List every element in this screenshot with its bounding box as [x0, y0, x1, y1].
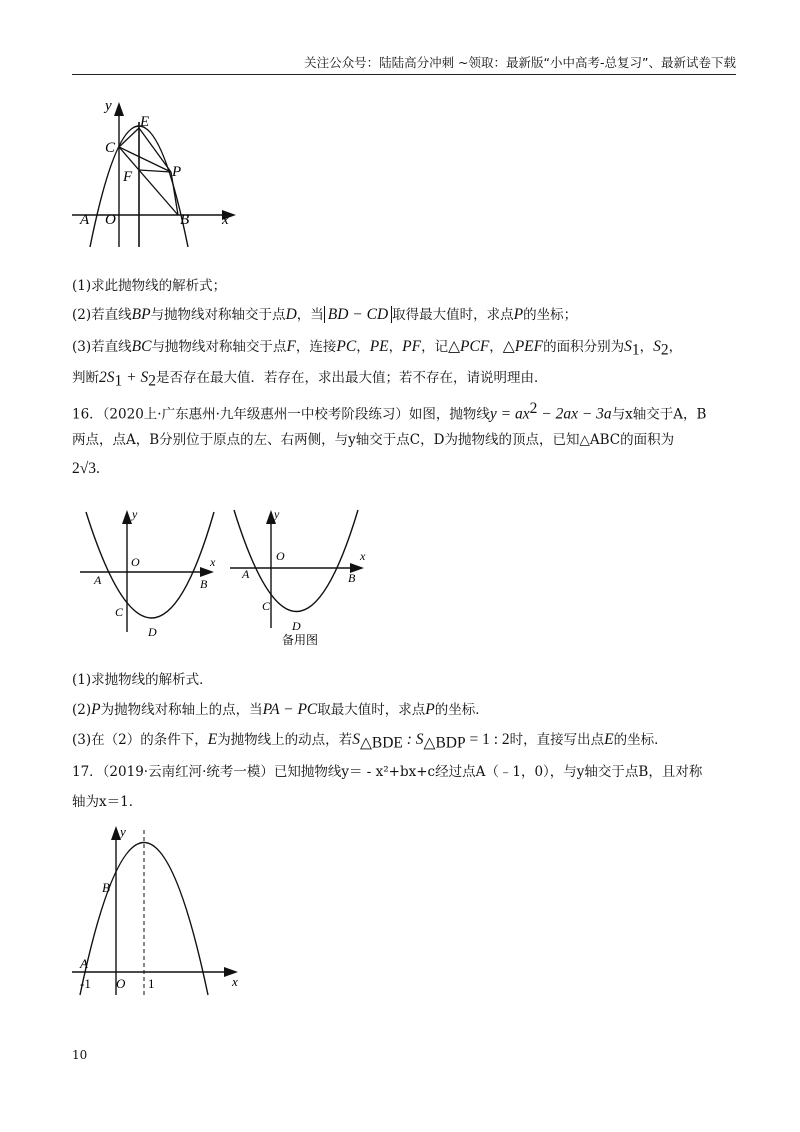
svg-text:-1: -1: [80, 976, 91, 991]
q15-part2: (2)若直线BP与抛物线对称轴交于点D，当 BD − CD 取得最大值时，求点P的坐标；: [72, 306, 578, 323]
svg-text:y: y: [132, 507, 138, 521]
svg-text:A: A: [80, 956, 88, 971]
point-e-label: E: [140, 114, 150, 130]
svg-text:O: O: [116, 976, 126, 991]
svg-text:1: 1: [148, 976, 155, 991]
q17-stem-line2: 轴为x＝1．: [72, 794, 143, 810]
q17-figure: [72, 820, 252, 1000]
point-p-label: P: [172, 164, 182, 180]
svg-text:x: x: [360, 549, 366, 563]
svg-text:B: B: [102, 880, 110, 895]
svg-text:x: x: [210, 555, 216, 569]
q16-figure-backup: [230, 508, 380, 658]
origin-label: O: [105, 212, 116, 228]
q16-part3: (3)在（2）的条件下，E为抛物线上的动点，若$S_{\triangle BDE}$ : $S_{\triangle BDP} = 1$ : 2时，直接写出点E的坐标．: [72, 731, 668, 752]
q15-part3: (3)若直线BC与抛物线对称轴交于点F，连接PC，PE，PF，记△PCF，△PEF的面积分别为$S_1$，$S_2$，: [72, 338, 683, 359]
q16-part1: (1)求抛物线的解析式．: [72, 672, 213, 688]
svg-text:O: O: [276, 549, 285, 563]
svg-text:B: B: [200, 577, 208, 591]
page-number: 10: [72, 1048, 88, 1062]
point-b-label: B: [180, 212, 190, 228]
point-f-label: F: [123, 169, 133, 185]
q17-stem-line1: 17．（2019·云南红河·统考一模）已知抛物线y＝ - x²+bx+c经过点A（﹣1，0），与y轴交于点B，且对称: [72, 764, 703, 780]
page-header: [72, 54, 736, 75]
svg-text:D: D: [292, 619, 301, 633]
q16-part2: (2)P为抛物线对称轴上的点，当PA − PC取最大值时，求点P的坐标．: [72, 701, 489, 718]
point-c-label: C: [105, 140, 116, 156]
svg-text:C: C: [262, 599, 271, 613]
svg-text:D: D: [148, 625, 157, 639]
svg-text:C: C: [115, 605, 124, 619]
q15-part1: (1)求此抛物线的解析式；: [72, 278, 227, 294]
svg-text:y: y: [120, 824, 126, 839]
point-a-label: A: [80, 212, 90, 228]
q15-figure: [72, 92, 242, 252]
svg-text:B: B: [348, 571, 356, 585]
header-text: 关注公众号：陆陆高分冲刺 ~领取：最新版“小中高考-总复习”、最新试卷下载: [304, 55, 736, 70]
y-axis-label: y: [105, 98, 112, 114]
x-axis-label: x: [222, 212, 229, 228]
svg-text:A: A: [94, 573, 102, 587]
backup-figure-caption: 备用图: [282, 633, 319, 647]
q15-part3-cont: 判断$2S_1 + S_2$是否存在最大值．若存在，求出最大值；若不存在，请说明理由．: [72, 369, 548, 390]
svg-text:y: y: [274, 507, 280, 521]
svg-text:O: O: [131, 555, 140, 569]
svg-text:x: x: [232, 974, 238, 989]
q16-stem-line1: 16．（2020上·广东惠州·九年级惠州一中校考阶段练习）如图，抛物线$y = ax^2 - 2ax - 3a$与x轴交于A，B: [72, 400, 707, 423]
q16-stem-line3: 2√3.: [72, 460, 100, 477]
q16-figure-main: [80, 508, 220, 648]
q16-stem-line2: 两点，点A，B分别位于原点的左、右两侧，与y轴交于点C，D为抛物线的顶点，已知△ABC的面积为: [72, 432, 675, 448]
svg-text:A: A: [242, 567, 250, 581]
